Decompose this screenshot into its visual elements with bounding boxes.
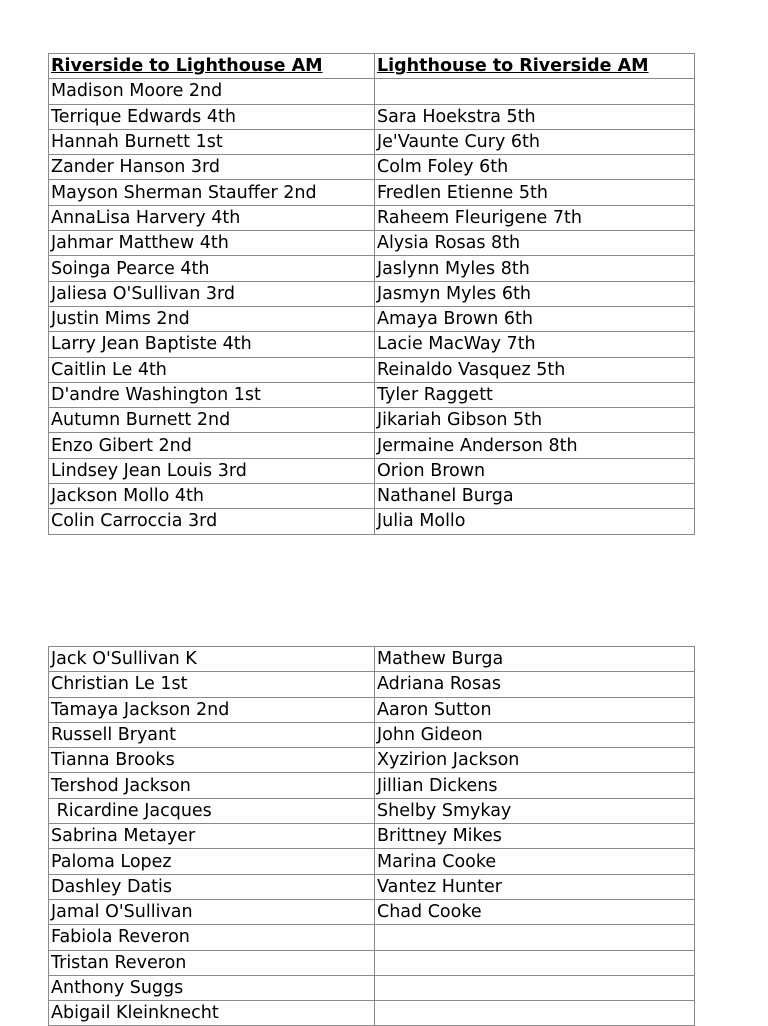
student-name-cell-left: Dashley Datis xyxy=(49,874,375,899)
student-name-cell-left: Paloma Lopez xyxy=(49,849,375,874)
table-row xyxy=(49,104,695,129)
table-row xyxy=(49,697,695,722)
student-name-cell-right: Alysia Rosas 8th xyxy=(375,231,695,256)
student-name-cell-left: Jaliesa O'Sullivan 3rd xyxy=(49,281,375,306)
table-row xyxy=(49,899,695,924)
student-name-cell-left: Tershod Jackson xyxy=(49,773,375,798)
table-row xyxy=(49,155,695,180)
student-name-cell-left: Ricardine Jacques xyxy=(49,798,375,823)
table-row xyxy=(49,408,695,433)
table-row xyxy=(49,672,695,697)
student-name-cell-right: Xyzirion Jackson xyxy=(375,748,695,773)
student-name-cell-right: Shelby Smykay xyxy=(375,798,695,823)
student-name-cell-right: Mathew Burga xyxy=(375,647,695,672)
table-row xyxy=(49,231,695,256)
student-name-cell-left: Colin Carroccia 3rd xyxy=(49,509,375,534)
student-name-cell-right: Fredlen Etienne 5th xyxy=(375,180,695,205)
student-name-cell-right: Aaron Sutton xyxy=(375,697,695,722)
student-name-cell-right: Raheem Fleurigene 7th xyxy=(375,205,695,230)
student-name-cell-right: Julia Mollo xyxy=(375,509,695,534)
student-name-cell-right: Chad Cooke xyxy=(375,899,695,924)
student-name-cell-left: Tristan Reveron xyxy=(49,950,375,975)
table-row xyxy=(49,798,695,823)
student-name-cell-right: Brittney Mikes xyxy=(375,824,695,849)
student-name-cell-left: Tamaya Jackson 2nd xyxy=(49,697,375,722)
table-row xyxy=(49,722,695,747)
student-name-cell-right: Marina Cooke xyxy=(375,849,695,874)
table-row xyxy=(49,382,695,407)
riverside-lighthouse-am-table xyxy=(48,53,695,535)
student-name-cell-left: Tianna Brooks xyxy=(49,748,375,773)
student-name-cell-left: Jack O'Sullivan K xyxy=(49,647,375,672)
student-name-cell-left: Enzo Gibert 2nd xyxy=(49,433,375,458)
student-name-cell-left: Abigail Kleinknecht xyxy=(49,1001,375,1026)
student-name-cell-right: Jillian Dickens xyxy=(375,773,695,798)
student-name-cell-right: Jermaine Anderson 8th xyxy=(375,433,695,458)
table-row xyxy=(49,773,695,798)
student-name-cell-right: Je'Vaunte Cury 6th xyxy=(375,129,695,154)
student-name-cell-right: Colm Foley 6th xyxy=(375,155,695,180)
student-name-cell-right: Nathanel Burga xyxy=(375,484,695,509)
student-name-cell-left: Terrique Edwards 4th xyxy=(49,104,375,129)
student-name-cell-left: Russell Bryant xyxy=(49,722,375,747)
student-name-cell-right: Vantez Hunter xyxy=(375,874,695,899)
table-row xyxy=(49,824,695,849)
table-row xyxy=(49,180,695,205)
second-roster-table xyxy=(48,646,695,1026)
student-name-cell-left: Anthony Suggs xyxy=(49,975,375,1000)
student-name-cell-right: Reinaldo Vasquez 5th xyxy=(375,357,695,382)
table-row xyxy=(49,748,695,773)
table-row xyxy=(49,1001,695,1026)
student-name-cell-right xyxy=(375,950,695,975)
student-name-cell-right xyxy=(375,79,695,104)
table-body xyxy=(49,79,695,534)
table-row xyxy=(49,281,695,306)
table-row xyxy=(49,306,695,331)
student-name-cell-right: Lacie MacWay 7th xyxy=(375,332,695,357)
student-name-cell-right xyxy=(375,1001,695,1026)
student-name-cell-left: Jackson Mollo 4th xyxy=(49,484,375,509)
table-row xyxy=(49,950,695,975)
student-name-cell-left: AnnaLisa Harvery 4th xyxy=(49,205,375,230)
student-name-cell-left: Madison Moore 2nd xyxy=(49,79,375,104)
student-name-cell-right: Jikariah Gibson 5th xyxy=(375,408,695,433)
table-row xyxy=(49,849,695,874)
table-header-row xyxy=(49,54,695,79)
table-row xyxy=(49,332,695,357)
student-name-cell-right xyxy=(375,975,695,1000)
student-name-cell-left: Larry Jean Baptiste 4th xyxy=(49,332,375,357)
table-row xyxy=(49,357,695,382)
student-name-cell-left: Soinga Pearce 4th xyxy=(49,256,375,281)
table-row xyxy=(49,647,695,672)
student-name-cell-right: Jasmyn Myles 6th xyxy=(375,281,695,306)
student-name-cell-right: Orion Brown xyxy=(375,458,695,483)
student-name-cell-left: Caitlin Le 4th xyxy=(49,357,375,382)
student-name-cell-left: Fabiola Reveron xyxy=(49,925,375,950)
student-name-cell-right: Adriana Rosas xyxy=(375,672,695,697)
table-row xyxy=(49,925,695,950)
table-row xyxy=(49,509,695,534)
table-row xyxy=(49,874,695,899)
table-row xyxy=(49,484,695,509)
table-row xyxy=(49,458,695,483)
student-name-cell-left: Zander Hanson 3rd xyxy=(49,155,375,180)
student-name-cell-right: Tyler Raggett xyxy=(375,382,695,407)
student-name-cell-left: D'andre Washington 1st xyxy=(49,382,375,407)
column-header-riverside-to-lighthouse: Riverside to Lighthouse AM xyxy=(49,54,375,79)
table-row xyxy=(49,205,695,230)
table-row xyxy=(49,433,695,458)
student-name-cell-left: Autumn Burnett 2nd xyxy=(49,408,375,433)
student-name-cell-left: Sabrina Metayer xyxy=(49,824,375,849)
table-row xyxy=(49,975,695,1000)
student-name-cell-right: John Gideon xyxy=(375,722,695,747)
student-name-cell-left: Lindsey Jean Louis 3rd xyxy=(49,458,375,483)
table-body xyxy=(49,647,695,1026)
student-name-cell-right xyxy=(375,925,695,950)
student-name-cell-left: Jahmar Matthew 4th xyxy=(49,231,375,256)
student-name-cell-left: Jamal O'Sullivan xyxy=(49,899,375,924)
student-name-cell-left: Hannah Burnett 1st xyxy=(49,129,375,154)
student-name-cell-left: Christian Le 1st xyxy=(49,672,375,697)
student-name-cell-left: Mayson Sherman Stauffer 2nd xyxy=(49,180,375,205)
student-name-cell-right: Amaya Brown 6th xyxy=(375,306,695,331)
table-row xyxy=(49,256,695,281)
table-row xyxy=(49,129,695,154)
student-name-cell-right: Jaslynn Myles 8th xyxy=(375,256,695,281)
column-header-lighthouse-to-riverside: Lighthouse to Riverside AM xyxy=(375,54,695,79)
student-name-cell-right: Sara Hoekstra 5th xyxy=(375,104,695,129)
student-name-cell-left: Justin Mims 2nd xyxy=(49,306,375,331)
table-row xyxy=(49,79,695,104)
